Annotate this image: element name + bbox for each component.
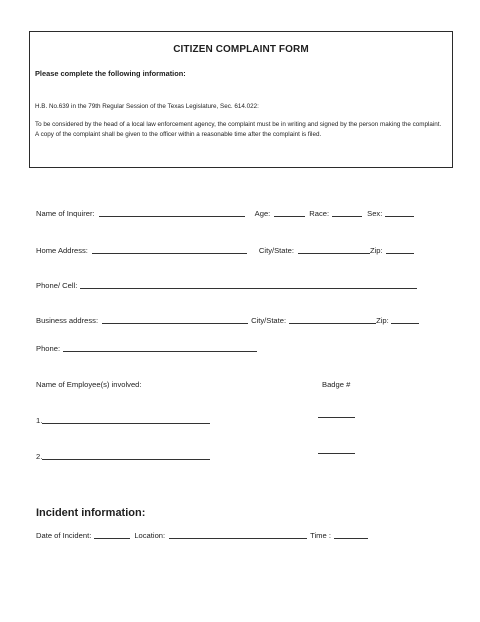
phone-label: Phone:	[36, 344, 61, 353]
employees-header-row	[36, 380, 142, 389]
incident-date-field[interactable]	[94, 538, 130, 539]
business-zip-field[interactable]	[391, 323, 419, 324]
form-subtitle: Please complete the following information:	[35, 69, 186, 78]
home-address-label: Home Address:	[36, 246, 88, 255]
zip-field[interactable]	[386, 253, 414, 254]
home-address-field[interactable]	[92, 253, 247, 254]
phone-cell-row	[36, 281, 417, 290]
badge-header	[322, 380, 350, 389]
phone-row	[36, 344, 257, 353]
sex-label: Sex:	[367, 209, 383, 218]
race-label: Race:	[309, 209, 330, 218]
badge-2-field[interactable]	[318, 453, 355, 454]
badge-label: Badge #	[322, 380, 351, 389]
form-header-box	[29, 31, 453, 168]
incident-location-field[interactable]	[169, 538, 307, 539]
badge-row-1	[318, 416, 355, 417]
employee-row-2	[36, 452, 210, 461]
badge-row-2	[318, 452, 355, 453]
phone-cell-label: Phone/ Cell:	[36, 281, 78, 290]
incident-time-field[interactable]	[334, 538, 368, 539]
incident-date-label: Date of Incident:	[36, 531, 92, 540]
employee-1-label: 1.	[36, 416, 43, 425]
form-title: CITIZEN COMPLAINT FORM	[173, 44, 309, 55]
city-state-field[interactable]	[298, 253, 370, 254]
incident-time-label: Time :	[310, 531, 331, 540]
business-city-state-label: City/State:	[251, 316, 287, 325]
inquirer-field[interactable]	[99, 216, 245, 217]
employee-row-1	[36, 416, 210, 425]
business-address-label: Business address:	[36, 316, 99, 325]
home-address-row	[36, 246, 414, 255]
incident-location-label: Location:	[134, 531, 166, 540]
badge-1-field[interactable]	[318, 417, 355, 418]
zip-label: Zip:	[369, 246, 383, 255]
age-field[interactable]	[274, 216, 305, 217]
legal-text: To be considered by the head of a local law enforcement agency, the complaint must be in writing and signed by the person making the complaint. A copy of the complaint shall be given to the officer within a reasonable time after the complaint is filed.	[35, 121, 442, 139]
employee-2-field[interactable]	[42, 459, 210, 460]
sex-field[interactable]	[385, 216, 414, 217]
inquirer-row	[36, 209, 414, 218]
legal-reference: H.B. No.639 in the 79th Regular Session of the Texas Legislature, Sec. 614.022:	[35, 103, 259, 110]
business-address-row	[36, 316, 419, 325]
employee-2-label: 2.	[36, 452, 43, 461]
inquirer-label: Name of Inquirer:	[36, 209, 95, 218]
business-city-state-field[interactable]	[289, 323, 376, 324]
incident-row	[36, 531, 368, 540]
phone-cell-field[interactable]	[80, 288, 417, 289]
age-label: Age:	[254, 209, 271, 218]
incident-heading: Incident information:	[36, 507, 146, 519]
phone-field[interactable]	[63, 351, 257, 352]
business-zip-label: Zip:	[376, 316, 389, 325]
employees-label: Name of Employee(s) involved:	[36, 380, 142, 389]
business-address-field[interactable]	[102, 323, 248, 324]
city-state-label: City/State:	[258, 246, 294, 255]
employee-1-field[interactable]	[42, 423, 210, 424]
race-field[interactable]	[332, 216, 362, 217]
